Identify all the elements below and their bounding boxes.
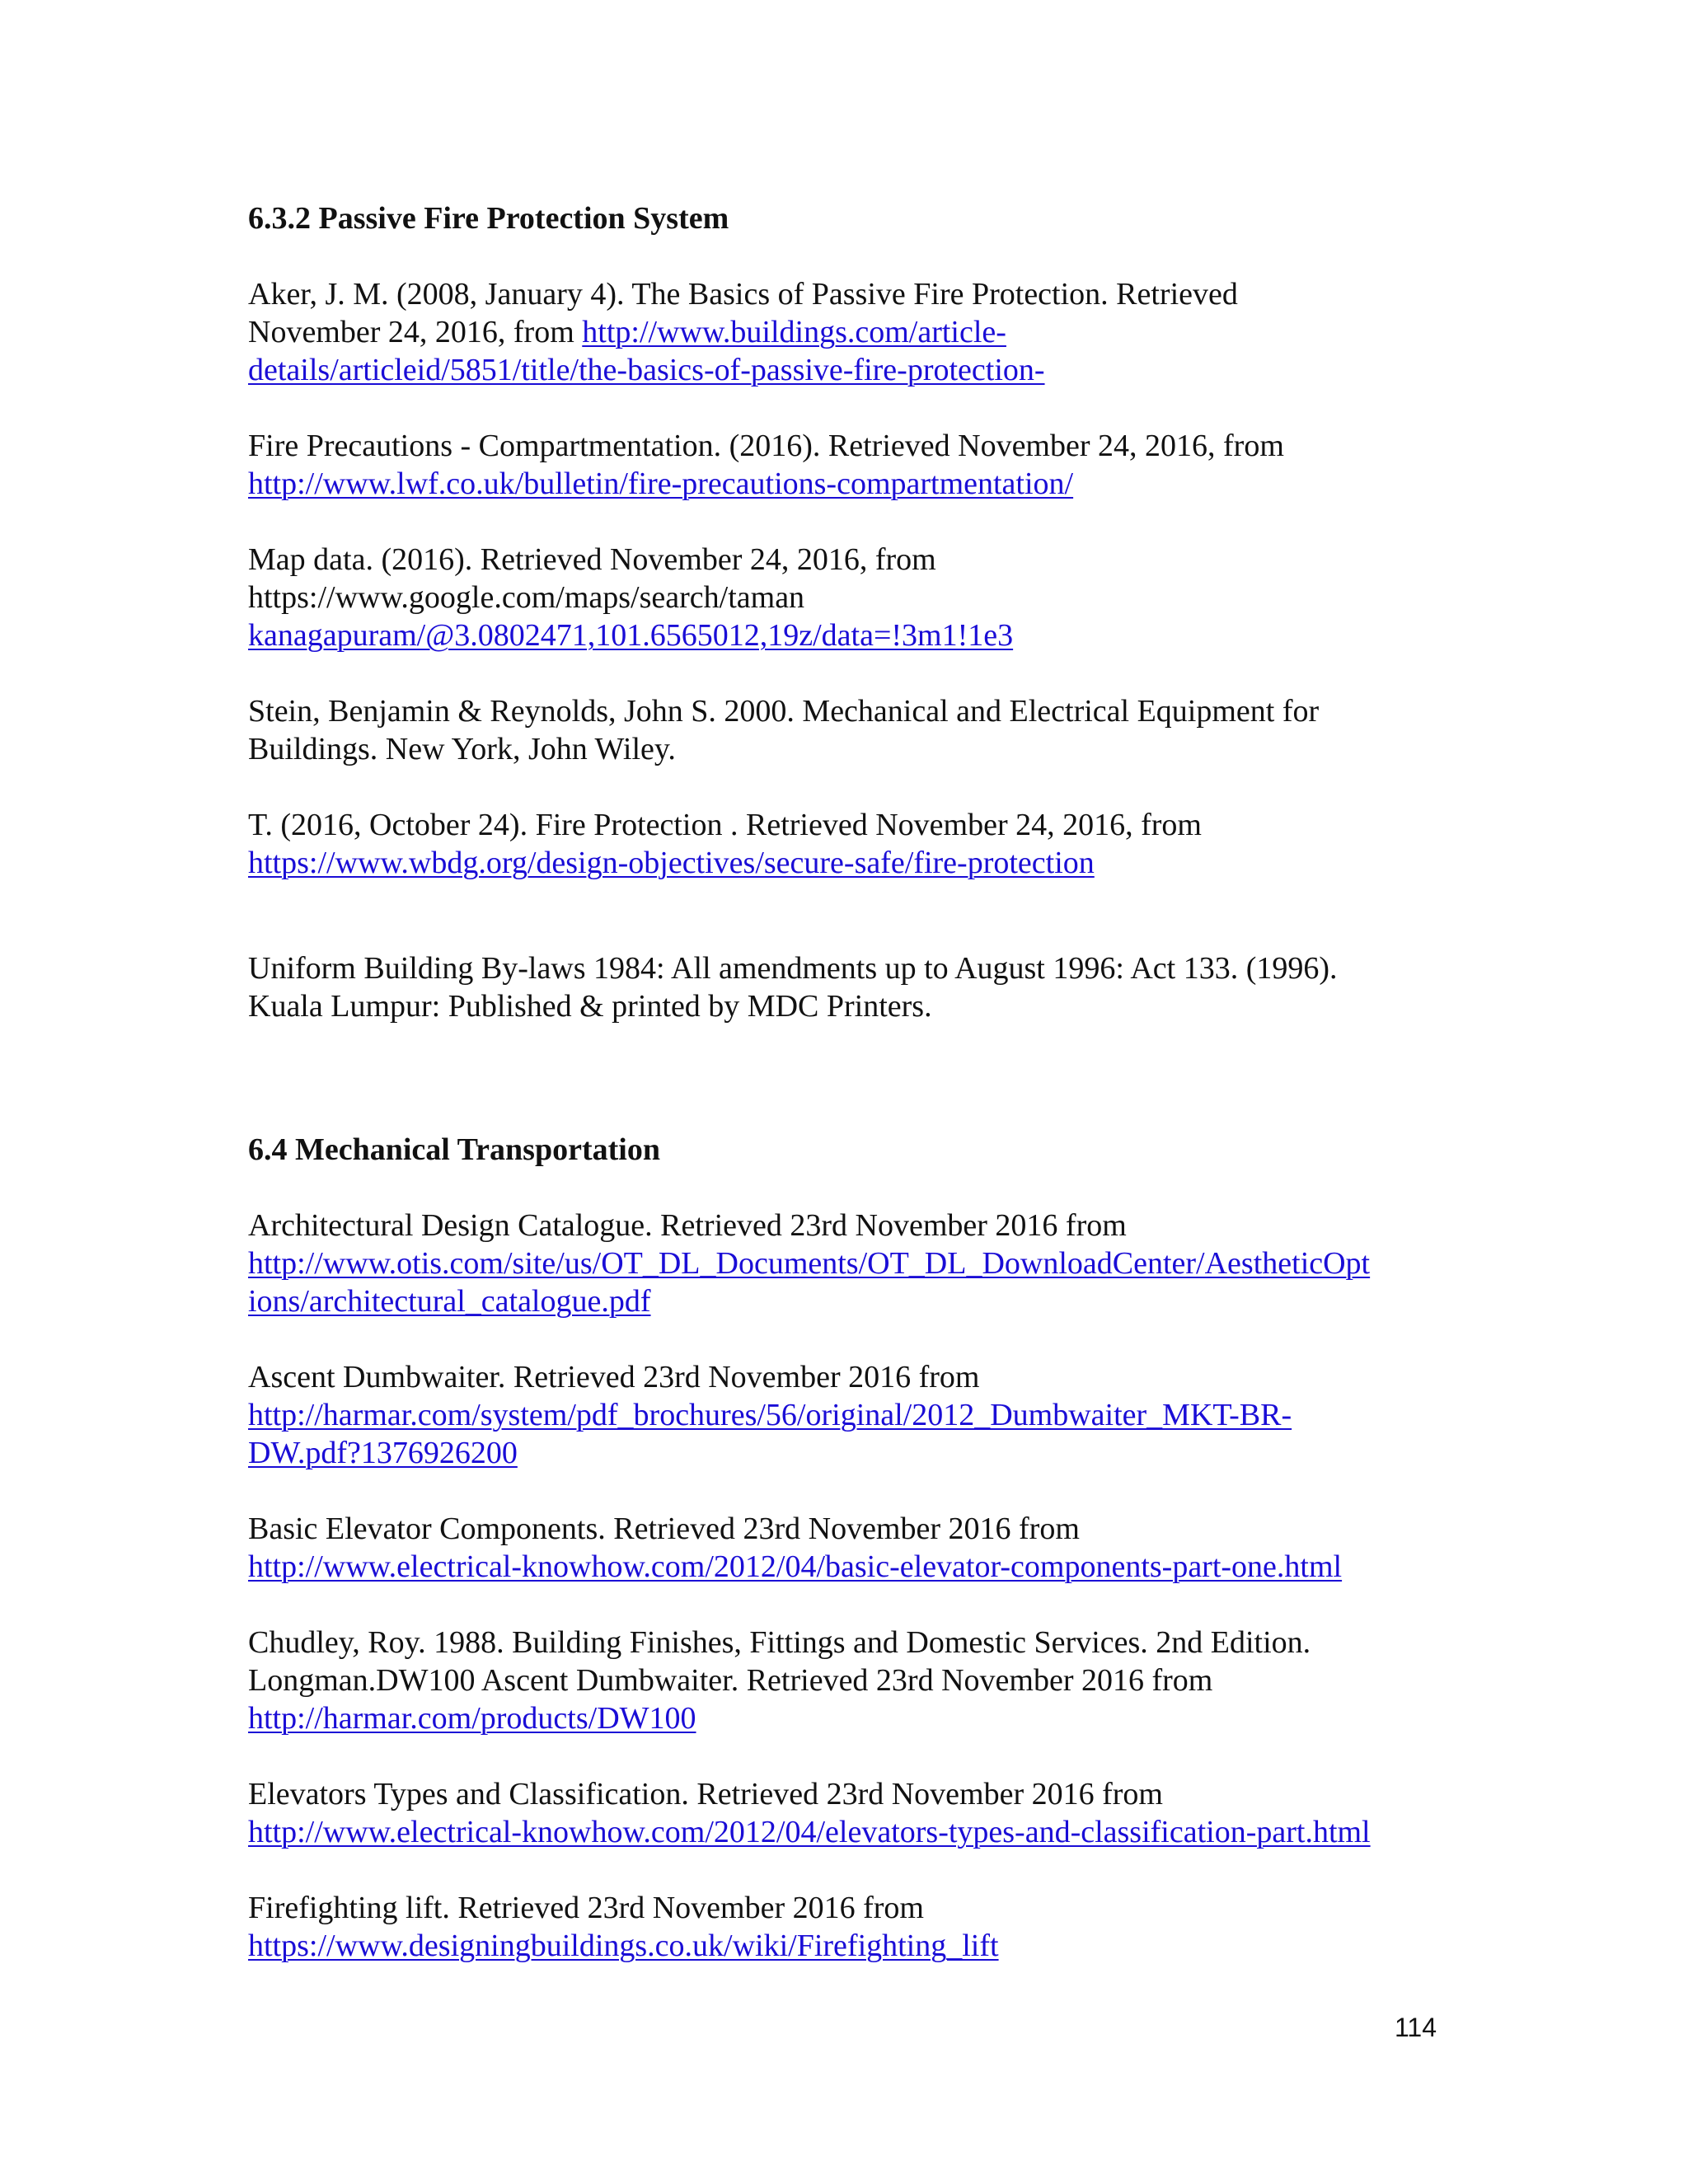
section-heading-passive-fire: 6.3.2 Passive Fire Protection System	[248, 201, 729, 236]
reference-link[interactable]: DW.pdf?1376926200	[248, 1436, 518, 1470]
reference-entry-elevator-types	[248, 1775, 1371, 1851]
reference-text: T. (2016, October 24). Fire Protection . Retrieved November 24, 2016, from	[248, 808, 1202, 842]
page-number: 114	[1395, 2013, 1437, 2042]
reference-entry-stein	[248, 692, 1319, 768]
reference-text: Stein, Benjamin & Reynolds, John S. 2000. Mechanical and Electrical Equipment for	[248, 694, 1320, 729]
reference-text: Firefighting lift. Retrieved 23rd November 2016 from	[248, 1891, 924, 1925]
reference-link[interactable]: http://harmar.com/system/pdf_brochures/56/original/2012_Dumbwaiter_MKT-BR-	[248, 1398, 1292, 1432]
reference-text: Uniform Building By-laws 1984: All amendments up to August 1996: Act 133. (1996).	[248, 951, 1338, 986]
reference-entry-firefighting-lift	[248, 1889, 999, 1965]
reference-entry-basic-elevator	[248, 1510, 1342, 1586]
reference-link[interactable]: http://harmar.com/products/DW100	[248, 1701, 696, 1736]
reference-text: Map data. (2016). Retrieved November 24, 2016, from	[248, 542, 936, 577]
reference-entry-fire-precautions	[248, 427, 1284, 503]
reference-text: Elevators Types and Classification. Retrieved 23rd November 2016 from	[248, 1777, 1163, 1811]
reference-text: https://www.google.com/maps/search/taman	[248, 580, 805, 615]
reference-text: Basic Elevator Components. Retrieved 23rd November 2016 from	[248, 1511, 1080, 1546]
reference-link[interactable]: http://www.lwf.co.uk/bulletin/fire-precautions-compartmentation/	[248, 466, 1074, 501]
reference-link[interactable]: http://www.electrical-knowhow.com/2012/04/basic-elevator-components-part-one.html	[248, 1549, 1343, 1584]
reference-text: Fire Precautions - Compartmentation. (2016). Retrieved November 24, 2016, from	[248, 429, 1284, 463]
reference-entry-otis	[248, 1207, 1370, 1320]
reference-link[interactable]: http://www.electrical-knowhow.com/2012/04/elevators-types-and-classification-part.html	[248, 1815, 1371, 1849]
reference-link[interactable]: ions/architectural_catalogue.pdf	[248, 1284, 651, 1319]
reference-text: Architectural Design Catalogue. Retrieved 23rd November 2016 from	[248, 1208, 1127, 1243]
reference-link[interactable]: http://www.otis.com/site/us/OT_DL_Documents/OT_DL_DownloadCenter/AestheticOpt	[248, 1246, 1371, 1281]
reference-entry-aker	[248, 275, 1238, 389]
reference-text: November 24, 2016, from	[248, 315, 583, 349]
reference-link[interactable]: https://www.wbdg.org/design-objectives/secure-safe/fire-protection	[248, 846, 1095, 880]
reference-entry-ubbl	[248, 949, 1338, 1025]
reference-link[interactable]: details/articleid/5851/title/the-basics-of-passive-fire-protection-	[248, 353, 1045, 387]
reference-text: Longman.DW100 Ascent Dumbwaiter. Retrieved 23rd November 2016 from	[248, 1663, 1213, 1698]
reference-text: Aker, J. M. (2008, January 4). The Basics of Passive Fire Protection. Retrieved	[248, 277, 1238, 312]
reference-text: Chudley, Roy. 1988. Building Finishes, Fittings and Domestic Services. 2nd Edition.	[248, 1625, 1311, 1660]
reference-text: Ascent Dumbwaiter. Retrieved 23rd November 2016 from	[248, 1360, 980, 1394]
reference-link[interactable]: kanagapuram/@3.0802471,101.6565012,19z/data=!3m1!1e3	[248, 618, 1014, 653]
reference-link[interactable]: http://www.buildings.com/article-	[582, 315, 1006, 349]
section-heading-mechanical-transportation: 6.4 Mechanical Transportation	[248, 1132, 660, 1167]
reference-entry-map-data	[248, 541, 1013, 654]
reference-text: Buildings. New York, John Wiley.	[248, 732, 676, 766]
reference-link[interactable]: https://www.designingbuildings.co.uk/wiki/Firefighting_lift	[248, 1929, 999, 1963]
reference-entry-chudley	[248, 1624, 1311, 1737]
reference-entry-wbdg	[248, 806, 1202, 882]
reference-entry-ascent-dumbwaiter	[248, 1358, 1292, 1472]
reference-text: Kuala Lumpur: Published & printed by MDC Printers.	[248, 989, 932, 1024]
